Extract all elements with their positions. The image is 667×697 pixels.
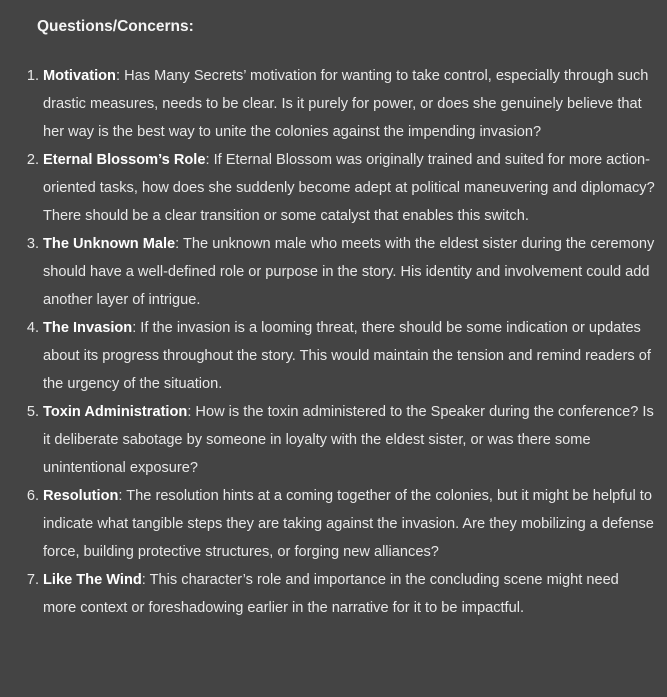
item-number: 6.: [26, 488, 39, 504]
item-term: Motivation: [43, 68, 116, 84]
item-term: Toxin Administration: [43, 404, 188, 420]
item-text: : If the invasion is a looming threat, there should be some indication or updates about its progress throughout the story. This would maintain the tension and remind readers of the urgency of the situation.: [43, 320, 651, 392]
item-term: The Unknown Male: [43, 236, 176, 252]
item-text: : Has Many Secrets’ motivation for wanting to take control, especially through such drastic measures, needs to be clear. Is it purely for power, or does she genuinely believe that her way is the best way to unite the colonies against the impending invasion?: [43, 68, 649, 140]
item-term: Like The Wind: [43, 572, 142, 588]
item-term: The Invasion: [43, 320, 133, 336]
list-item: [0, 482, 667, 566]
list-item: [0, 314, 667, 398]
item-text: : How is the toxin administered to the Speaker during the conference? Is it deliberate sabotage by someone in loyalty with the eldest sister, or was there some unintentional exposure?: [43, 404, 654, 476]
item-number: 5.: [26, 404, 39, 420]
item-number: 3.: [26, 236, 39, 252]
item-term: Eternal Blossom’s Role: [43, 152, 206, 168]
item-number: 2.: [26, 152, 39, 168]
list-item: [0, 230, 667, 314]
item-text: : If Eternal Blossom was originally trained and suited for more action-oriented tasks, how does she suddenly become adept at political maneuvering and diplomacy? There should be a clear transition or some catalyst that enables this switch.: [43, 152, 655, 224]
concerns-list: [0, 62, 667, 622]
item-text: : The resolution hints at a coming together of the colonies, but it might be helpful to indicate what tangible steps they are taking against the invasion. Are they mobilizing a defense force, building protective structures, or forging new alliances?: [43, 488, 654, 560]
item-number: 7.: [26, 572, 39, 588]
item-number: 1.: [26, 68, 39, 84]
list-item: [0, 62, 667, 146]
list-item: [0, 398, 667, 482]
item-text: : The unknown male who meets with the eldest sister during the ceremony should have a well-defined role or purpose in the story. His identity and involvement could add another layer of intrigue.: [43, 236, 655, 308]
item-number: 4.: [26, 320, 39, 336]
section-heading: Questions/Concerns:: [37, 18, 194, 35]
item-term: Resolution: [43, 488, 119, 504]
list-item: [0, 566, 667, 622]
item-text: : This character’s role and importance in the concluding scene might need more context or foreshadowing earlier in the narrative for it to be impactful.: [43, 572, 619, 616]
list-item: [0, 146, 667, 230]
